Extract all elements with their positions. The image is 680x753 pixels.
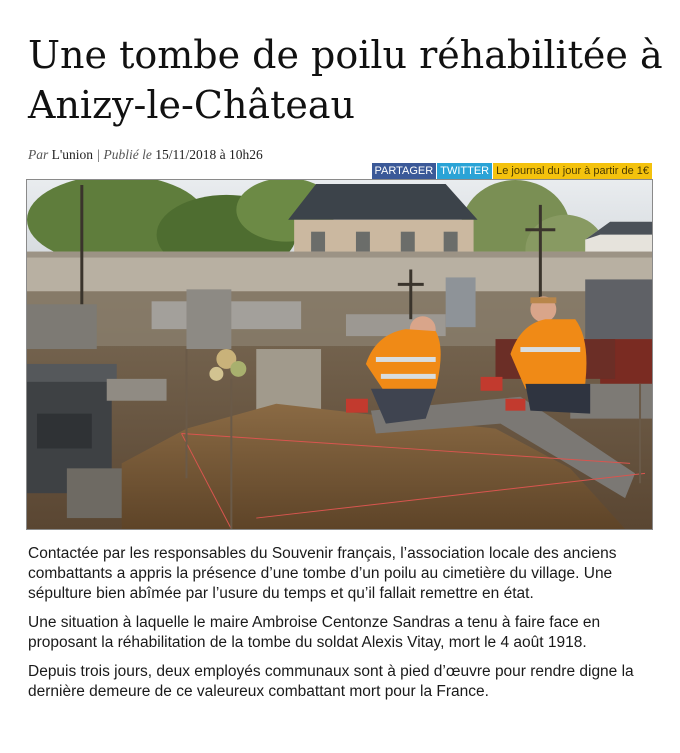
journal-subscribe-link[interactable]: Le journal du jour à partir de 1€: [493, 163, 652, 179]
byline-author: L'union: [51, 147, 94, 162]
byline-by-label: Par: [28, 147, 49, 162]
share-bar: [371, 163, 652, 179]
article-byline: [28, 147, 263, 163]
byline-date: 15/11/2018 à 10h26: [155, 147, 263, 162]
share-facebook-button[interactable]: PARTAGER: [372, 163, 437, 179]
byline-separator: |: [96, 147, 101, 162]
article-paragraph-2: Une situation à laquelle le maire Ambroise Centonze Sandras a tenu à faire face en proposant la réhabilitation de la tombe du soldat Alexis Vitay, mort le 4 août 1918.: [28, 614, 601, 651]
share-twitter-button[interactable]: TWITTER: [437, 163, 492, 179]
article-paragraph-3: Depuis trois jours, deux employés communaux sont à pied d’œuvre pour rendre digne la dernière demeure de ce valeureux combattant mort pour la France.: [28, 663, 634, 700]
article-photo: [26, 179, 653, 530]
article-paragraph-1: Contactée par les responsables du Souvenir français, l’association locale des anciens combattants a appris la présence d’une tombe d’un poilu au cimetière du village. Une sépulture bien abîmée par l’usure du temps et qu’il fallait remettre en état.: [28, 545, 617, 602]
byline-published-label: Publié le: [103, 147, 152, 162]
article-body: [28, 544, 656, 711]
cemetery-wall: [27, 252, 652, 296]
article-title: Une tombe de poilu réhabilitée à Anizy-le-Château: [28, 33, 663, 127]
